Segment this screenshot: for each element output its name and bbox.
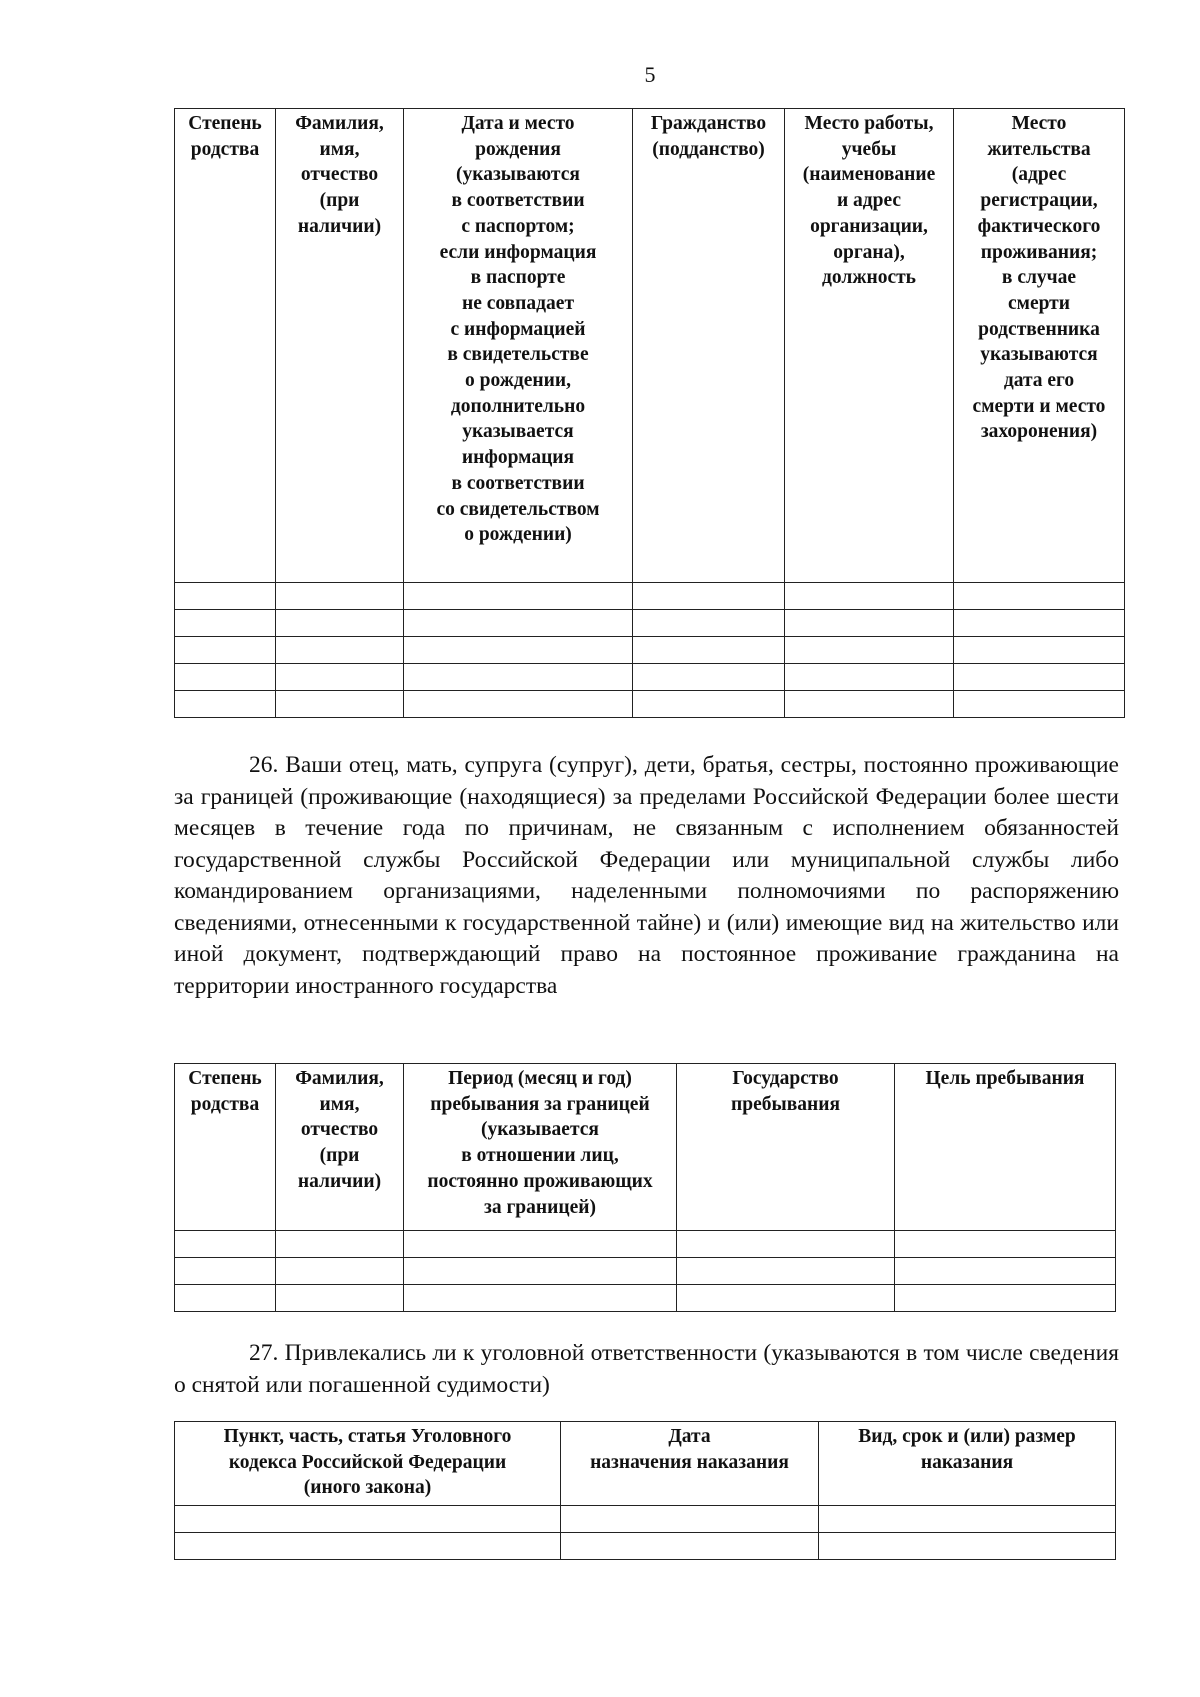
header-birth-date-place: Дата и место рождения (указываются в соответствии с паспортом; если информация в паспорте не совпадает с информацией в свидетельстве о рождении, дополнительно указывается информация в соответствии со свидетельством о рождении) xyxy=(404,109,633,583)
header-residence: Место жительства (адрес регистрации, фактического проживания; в случае смерти родственника указываются дата его смерти и место захоронения) xyxy=(954,109,1125,583)
table-cell[interactable] xyxy=(404,583,633,610)
header-purpose: Цель пребывания xyxy=(895,1064,1116,1231)
table-cell[interactable] xyxy=(954,664,1125,691)
table-cell[interactable] xyxy=(633,664,785,691)
table-cell[interactable] xyxy=(276,610,404,637)
table-cell[interactable] xyxy=(175,1506,561,1533)
header-sentence-date: Дата назначения наказания xyxy=(561,1422,819,1506)
table-row xyxy=(175,637,1125,664)
table-row xyxy=(175,1231,1116,1258)
item-27-text: 27. Привлекались ли к уголовной ответственности (указываются в том числе сведения о снятой или погашенной судимости) xyxy=(174,1340,1119,1398)
table-cell[interactable] xyxy=(895,1231,1116,1258)
abroad-table xyxy=(174,1063,1116,1312)
table-cell[interactable] xyxy=(895,1285,1116,1312)
table-cell[interactable] xyxy=(633,637,785,664)
table-row xyxy=(175,1533,1116,1560)
table-row xyxy=(175,1506,1116,1533)
table-cell[interactable] xyxy=(404,664,633,691)
table-cell[interactable] xyxy=(175,691,276,718)
table-cell[interactable] xyxy=(819,1506,1116,1533)
table-cell[interactable] xyxy=(785,691,954,718)
table-cell[interactable] xyxy=(677,1231,895,1258)
table-cell[interactable] xyxy=(404,610,633,637)
table-cell[interactable] xyxy=(954,583,1125,610)
table-cell[interactable] xyxy=(276,664,404,691)
table-row xyxy=(175,691,1125,718)
criminal-liability-table xyxy=(174,1421,1116,1560)
table-cell[interactable] xyxy=(633,610,785,637)
table-cell[interactable] xyxy=(175,1533,561,1560)
table-cell[interactable] xyxy=(276,691,404,718)
table-cell[interactable] xyxy=(677,1285,895,1312)
table-cell[interactable] xyxy=(404,637,633,664)
table-cell[interactable] xyxy=(561,1506,819,1533)
abroad-header-row xyxy=(175,1064,1116,1231)
header-relationship: Степень родства xyxy=(175,109,276,583)
table-row xyxy=(175,664,1125,691)
table-cell[interactable] xyxy=(954,691,1125,718)
header-punishment: Вид, срок и (или) размер наказания xyxy=(819,1422,1116,1506)
table-cell[interactable] xyxy=(954,610,1125,637)
page-number: 5 xyxy=(644,62,656,87)
header-full-name: Фамилия, имя, отчество (при наличии) xyxy=(276,1064,404,1231)
table-row xyxy=(175,583,1125,610)
table-cell[interactable] xyxy=(404,691,633,718)
table-cell[interactable] xyxy=(175,1231,276,1258)
table-cell[interactable] xyxy=(677,1258,895,1285)
table-cell[interactable] xyxy=(175,1285,276,1312)
relatives-table xyxy=(174,108,1125,718)
table-cell[interactable] xyxy=(404,1285,677,1312)
item-27-paragraph xyxy=(174,1338,1119,1401)
table-cell[interactable] xyxy=(819,1533,1116,1560)
table-cell[interactable] xyxy=(404,1258,677,1285)
table-cell[interactable] xyxy=(175,1258,276,1285)
table-cell[interactable] xyxy=(276,1231,404,1258)
relatives-header-row xyxy=(175,109,1125,583)
table-cell[interactable] xyxy=(561,1533,819,1560)
item-26-paragraph xyxy=(174,750,1119,1002)
header-period-abroad: Период (месяц и год) пребывания за границей (указывается в отношении лиц, постоянно проживающих за границей) xyxy=(404,1064,677,1231)
header-relationship: Степень родства xyxy=(175,1064,276,1231)
table-cell[interactable] xyxy=(785,583,954,610)
table-cell[interactable] xyxy=(175,610,276,637)
table-cell[interactable] xyxy=(633,583,785,610)
table-cell[interactable] xyxy=(785,664,954,691)
table-cell[interactable] xyxy=(175,583,276,610)
table-cell[interactable] xyxy=(785,637,954,664)
table-cell[interactable] xyxy=(175,637,276,664)
table-cell[interactable] xyxy=(276,637,404,664)
table-cell[interactable] xyxy=(276,1285,404,1312)
table-cell[interactable] xyxy=(276,1258,404,1285)
header-workplace: Место работы, учебы (наименование и адрес организации, органа), должность xyxy=(785,109,954,583)
header-full-name: Фамилия, имя, отчество (при наличии) xyxy=(276,109,404,583)
criminal-header-row xyxy=(175,1422,1116,1506)
table-cell[interactable] xyxy=(895,1258,1116,1285)
header-article: Пункт, часть, статья Уголовного кодекса Российской Федерации (иного закона) xyxy=(175,1422,561,1506)
table-cell[interactable] xyxy=(404,1231,677,1258)
table-cell[interactable] xyxy=(785,610,954,637)
item-26-text: 26. Ваши отец, мать, супруга (супруг), дети, братья, сестры, постоянно проживающие за границей (проживающие (находящиеся) за пределами Российской Федерации более шести месяцев в течение года по причинам, не связанным с исполнением обязанностей государственной службы Российской Федерации или муниципальной службы либо командированием организациями, наделенными полномочиями по распоряжению сведениями, отнесенными к государственной тайне) и (или) имеющие вид на жительство или иной документ, подтверждающий право на постоянное проживание гражданина на территории иностранного государства xyxy=(174,752,1119,999)
table-cell[interactable] xyxy=(633,691,785,718)
header-country: Государство пребывания xyxy=(677,1064,895,1231)
header-citizenship: Гражданство (подданство) xyxy=(633,109,785,583)
table-cell[interactable] xyxy=(175,664,276,691)
table-row xyxy=(175,1258,1116,1285)
table-cell[interactable] xyxy=(954,637,1125,664)
table-cell[interactable] xyxy=(276,583,404,610)
table-row xyxy=(175,1285,1116,1312)
table-row xyxy=(175,610,1125,637)
